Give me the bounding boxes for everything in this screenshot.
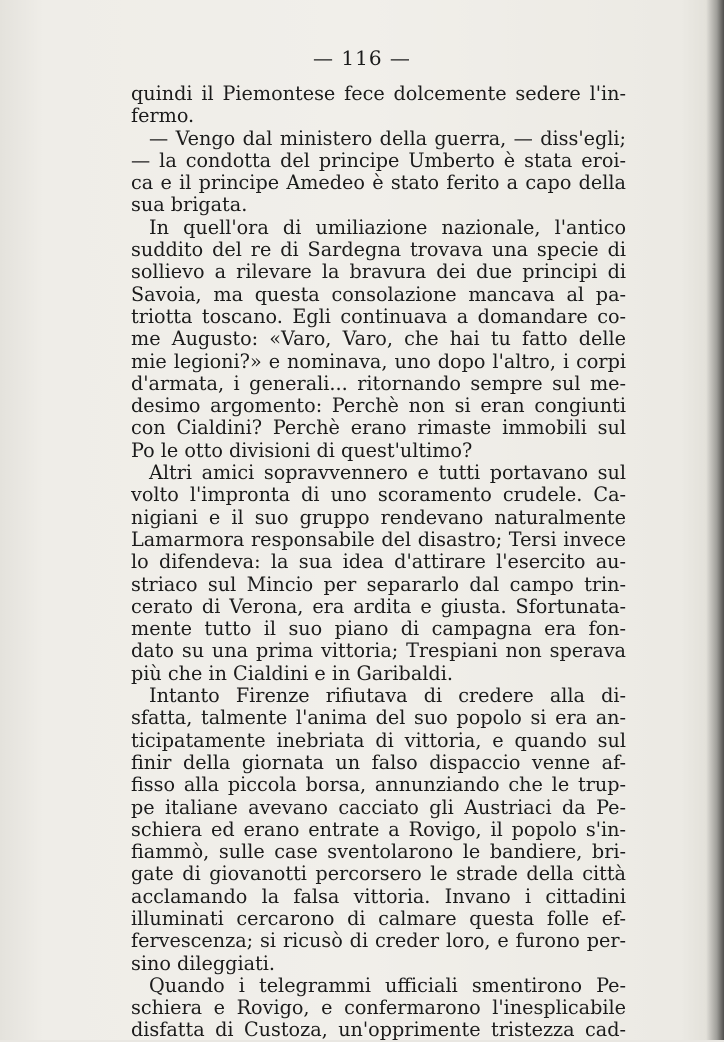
text-line: fermo. [131, 105, 195, 128]
text-line: Lamarmora responsabile del disastro; Tersi invece [131, 528, 626, 551]
text-line: me Augusto: «Varo, Varo, che hai tu fatto delle [131, 328, 626, 351]
text-line: Quando i telegrammi ufficiali smentirono Pe- [149, 974, 626, 997]
text-line: sua brigata. [131, 194, 248, 217]
text-line: sollievo a rilevare la bravura dei due principi di [131, 261, 626, 284]
text-line: quindi il Piemontese fece dolcemente sedere l'in- [131, 83, 626, 105]
text-line: lo difendeva: la sua idea d'attirare l'esercito au- [131, 551, 626, 574]
text-line: ticipatamente inebriata di vittoria, e quando sul [131, 729, 626, 752]
text-line: mie legioni?» e nominava, uno dopo l'altro, i corpi [131, 350, 626, 373]
text-line: Savoia, ma questa consolazione mancava al pa- [131, 283, 626, 306]
text-line: più che in Cialdini e in Garibaldi. [131, 662, 453, 685]
text-line: mente tutto il suo piano di campagna era fon- [131, 618, 626, 641]
text-line: schiera e Rovigo, e confermarono l'inesplicabile [131, 997, 626, 1020]
text-line: fervescenza; si ricusò di creder loro, e furono per- [131, 930, 626, 953]
text-line: con Cialdini? Perchè erano rimaste immobili sul [131, 417, 626, 440]
text-line: disfatta di Custoza, un'opprimente tristezza cad- [131, 1019, 626, 1042]
text-line: In quell'ora di umiliazione nazionale, l'antico [149, 216, 626, 239]
text-line: volto l'impronta di uno scoramento crudele. Ca- [131, 484, 626, 507]
text-line: d'armata, i generali... ritornando sempre sul me- [131, 372, 626, 395]
text-line: ca e il principe Amedeo è stato ferito a capo della [131, 172, 626, 195]
text-line: schiera ed erano entrate a Rovigo, il popolo s'in- [131, 818, 626, 841]
text-line: fisso alla piccola borsa, annunziando che le trup- [131, 774, 626, 797]
text-line: sfatta, talmente l'anima del suo popolo si era an- [131, 707, 626, 730]
text-line: desimo argomento: Perchè non si eran congiunti [131, 395, 626, 418]
body-text [131, 83, 626, 1042]
text-line: acclamando la falsa vittoria. Invano i cittadini [131, 885, 626, 908]
text-line: pe italiane avevano cacciato gli Austriaci da Pe- [131, 796, 626, 819]
text-line: — la condotta del principe Umberto è stata eroi- [131, 149, 626, 172]
text-line: Po le otto divisioni di quest'ultimo? [131, 439, 473, 462]
text-line: gate di giovanotti percorsero le strade della città [131, 863, 626, 886]
text-line: Altri amici sopravvennero e tutti portavano sul [149, 462, 626, 485]
text-line: cerato di Verona, era ardita e giusta. Sfortunata- [131, 595, 626, 618]
text-line: sino dileggiati. [131, 952, 275, 975]
text-line: Intanto Firenze rifiutava di credere alla di- [149, 685, 626, 708]
book-spine-shadow [706, 0, 724, 1040]
text-line: — Vengo dal ministero della guerra, — diss'egli; [149, 127, 626, 150]
text-line: dato su una prima vittoria; Trespiani non sperava [131, 640, 626, 663]
page-number: — 116 — [313, 46, 411, 70]
text-line: finir della giornata un falso dispaccio venne af- [131, 751, 626, 774]
text-line: fiammò, sulle case sventolarono le bandiere, bri- [131, 841, 626, 864]
text-line: striaco sul Mincio per separarlo dal campo trin- [131, 573, 626, 596]
text-line: triotta toscano. Egli continuava a domandare co- [131, 305, 626, 328]
text-line: illuminati cercarono di calmare questa folle ef- [131, 907, 626, 930]
text-line: suddito del re di Sardegna trovava una specie di [131, 239, 626, 262]
text-line: nigiani e il suo gruppo rendevano naturalmente [131, 506, 626, 529]
